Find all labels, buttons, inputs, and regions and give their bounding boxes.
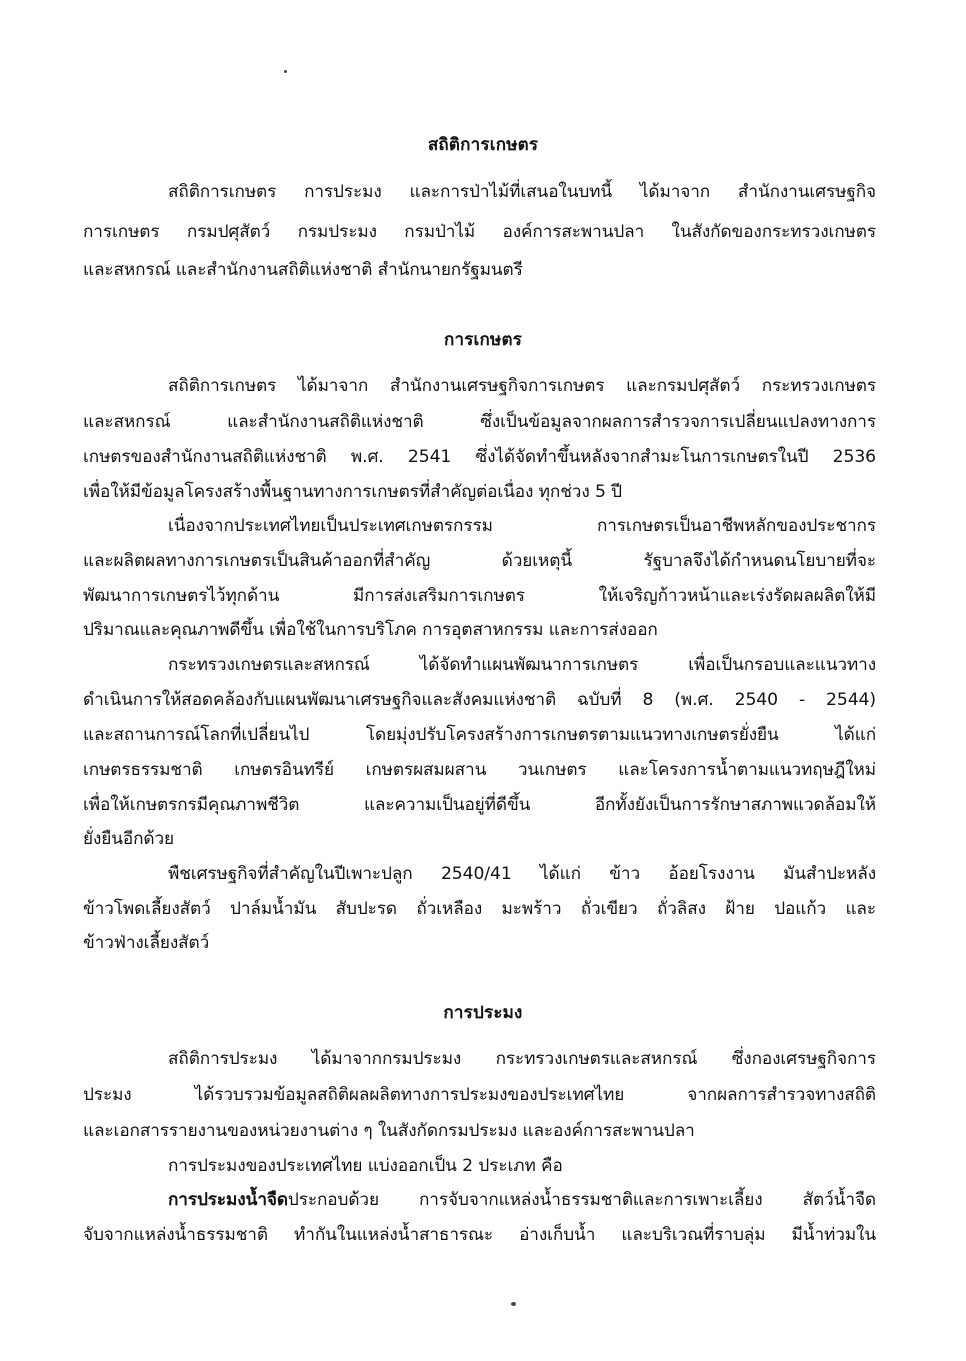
agri-p3-line-2: ดำเนินการให้สอดคล้องกับแผนพัฒนาเศรษฐกิจและสังคมแห่งชาติ ฉบับที่ 8 (พ.ศ. 2540 - 2544) <box>83 690 876 710</box>
section-heading-agriculture: การเกษตร <box>443 330 523 350</box>
agri-p4-line-2: ข้าวโพดเลี้ยงสัตว์ ปาล์มน้ำมัน สับปะรด ถั่วเหลือง มะพร้าว ถั่วเขียว ถั่วลิสง ฝ้าย ปอแก้ว และ <box>83 899 876 919</box>
fish-p2-line-1: การประมงของประเทศไทย แบ่งออกเป็น 2 ประเภท คือ <box>168 1156 563 1176</box>
agri-p3-line-1: กระทรวงเกษตรและสหกรณ์ ได้จัดทำแผนพัฒนาการเกษตร เพื่อเป็นกรอบและแนวทาง <box>168 655 876 675</box>
agri-p2-line-1: เนื่องจากประเทศไทยเป็นประเทศเกษตรกรรม การเกษตรเป็นอาชีพหลักของประชากร <box>168 516 876 536</box>
agri-p3-line-4: เกษตรธรรมชาติ เกษตรอินทรีย์ เกษตรผสมผสาน วนเกษตร และโครงการน้ำตามแนวทฤษฎีใหม่ <box>83 760 876 780</box>
agri-p4-line-1: พืชเศรษฐกิจที่สำคัญในปีเพาะปลูก 2540/41 ได้แก่ ข้าว อ้อยโรงงาน มันสำปะหลัง <box>168 864 876 884</box>
scan-speck <box>284 70 287 73</box>
scan-speck <box>511 1302 516 1306</box>
agri-p3-line-3: และสถานการณ์โลกที่เปลี่ยนไป โดยมุ่งปรับโครงสร้างการเกษตรตามแนวทางเกษตรยั่งยืน ได้แก่ <box>83 725 876 745</box>
agri-p2-line-4: ปริมาณและคุณภาพดีขึ้น เพื่อใช้ในการบริโภค การอุตสาหกรรม และการส่งออก <box>83 620 658 640</box>
agri-p1-line-3: เกษตรของสำนักงานสถิติแห่งชาติ พ.ศ. 2541 ซึ่งได้จัดทำขึ้นหลังจากสำมะโนการเกษตรในปี 2536 <box>83 447 876 467</box>
fish-p3-line-1 <box>168 1188 876 1212</box>
agri-p3-line-5: เพื่อให้เกษตรกรมีคุณภาพชีวิต และความเป็นอยู่ที่ดีขึ้น อีกทั้งยังเป็นการรักษาสภาพแวดล้อมให้ <box>83 795 876 815</box>
fish-p3-line-1-text: ประกอบด้วย การจับจากแหล่งน้ำธรรมชาติและการเพาะเลี้ยง สัตว์น้ำจืด <box>287 1190 876 1210</box>
intro-line-3: และสหกรณ์ และสำนักงานสถิติแห่งชาติ สำนักนายกรัฐมนตรี <box>83 260 523 280</box>
fish-p1-line-1: สถิติการประมง ได้มาจากกรมประมง กระทรวงเกษตรและสหกรณ์ ซึ่งกองเศรษฐกิจการ <box>168 1049 876 1069</box>
freshwater-fishery-term: การประมงน้ำจืด <box>168 1190 288 1210</box>
agri-p1-line-2: และสหกรณ์ และสำนักงานสถิติแห่งชาติ ซึ่งเป็นข้อมูลจากผลการสำรวจการเปลี่ยนแปลงทางการ <box>83 412 876 432</box>
fish-p1-line-3: และเอกสารรายงานของหน่วยงานต่าง ๆ ในสังกัดกรมประมง และองค์การสะพานปลา <box>83 1121 695 1141</box>
agri-p2-line-2: และผลิตผลทางการเกษตรเป็นสินค้าออกที่สำคัญ ด้วยเหตุนี้ รัฐบาลจึงได้กำหนดนโยบายที่จะ <box>83 551 876 571</box>
agri-p3-line-6: ยั่งยืนอีกด้วย <box>83 829 174 849</box>
fish-p3-line-2: จับจากแหล่งน้ำธรรมชาติ ทำกันในแหล่งน้ำสาธารณะ อ่างเก็บน้ำ และบริเวณที่ราบลุ่ม มีน้ำท่วมใน <box>83 1225 876 1245</box>
page-title: สถิติการเกษตร <box>427 135 539 155</box>
intro-line-1: สถิติการเกษตร การประมง และการป่าไม้ที่เสนอในบทนี้ ได้มาจาก สำนักงานเศรษฐกิจ <box>168 182 876 202</box>
agri-p1-line-1: สถิติการเกษตร ได้มาจาก สำนักงานเศรษฐกิจการเกษตร และกรมปศุสัตว์ กระทรวงเกษตร <box>168 376 876 396</box>
intro-line-2: การเกษตร กรมปศุสัตว์ กรมประมง กรมป่าไม้ องค์การสะพานปลา ในสังกัดของกระทรวงเกษตร <box>83 222 876 242</box>
section-heading-fishery: การประมง <box>443 1003 523 1023</box>
agri-p4-line-3: ข้าวฟ่างเลี้ยงสัตว์ <box>83 933 210 953</box>
fish-p1-line-2: ประมง ได้รวบรวมข้อมูลสถิติผลผลิตทางการประมงของประเทศไทย จากผลการสำรวจทางสถิติ <box>83 1085 876 1105</box>
agri-p2-line-3: พัฒนาการเกษตรไว้ทุกด้าน มีการส่งเสริมการเกษตร ให้เจริญก้าวหน้าและเร่งรัดผลผลิตให้มี <box>83 586 876 606</box>
agri-p1-line-4: เพื่อให้มีข้อมูลโครงสร้างพื้นฐานทางการเกษตรที่สำคัญต่อเนื่อง ทุกช่วง 5 ปี <box>83 482 622 502</box>
